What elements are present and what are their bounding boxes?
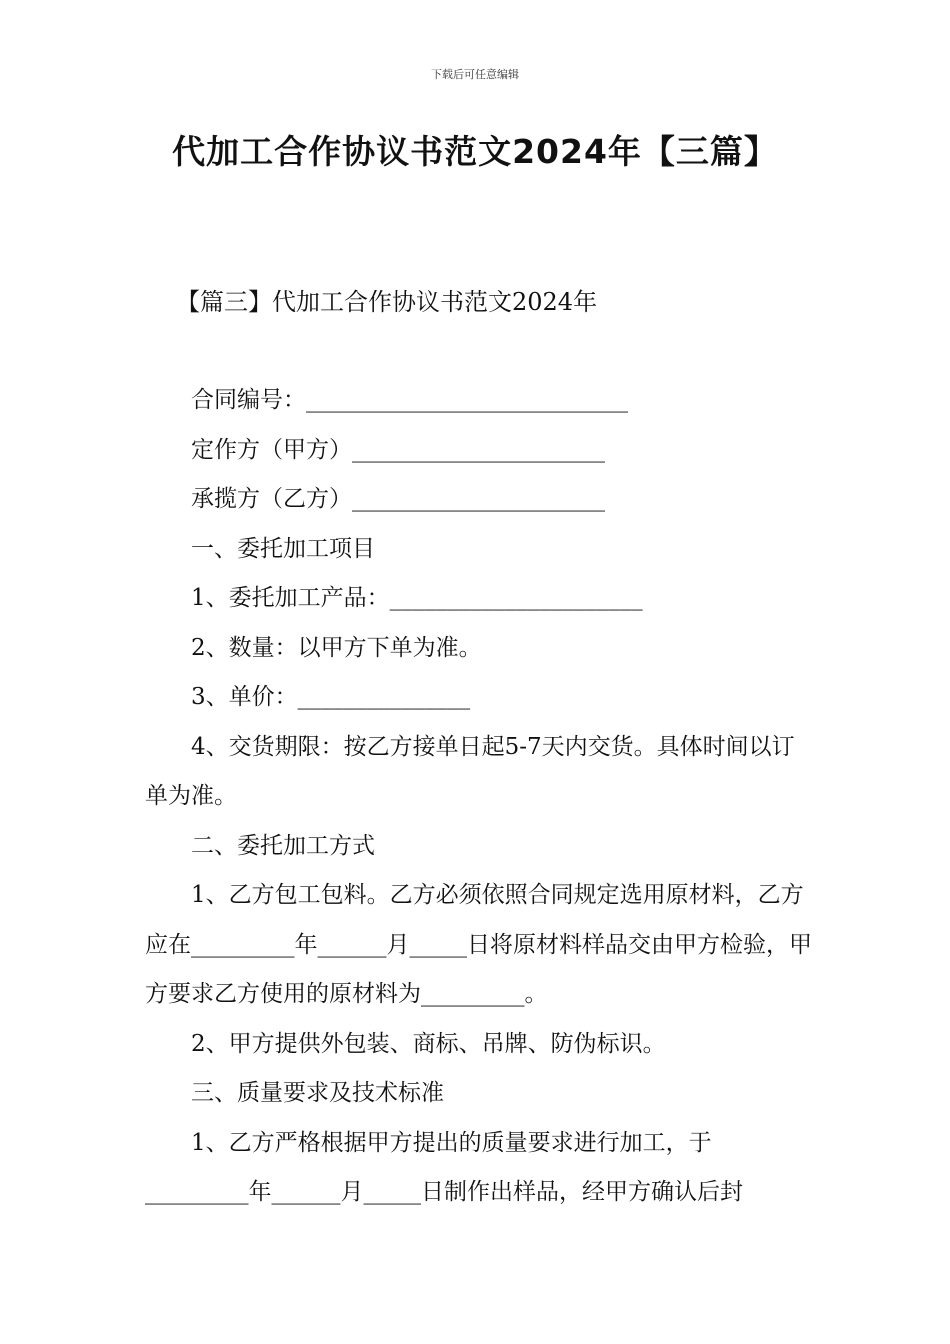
party-a-line: 定作方（甲方）______________________ [191,436,605,463]
contract-number-line: 合同编号：____________________________ [191,387,628,413]
header-note: 下载后可任意编辑 [431,68,519,81]
heading-1: 一、委托加工项目 [191,535,375,562]
clause-3-1: 1、乙方严格根据甲方提出的质量要求进行加工，于_________年______月_____日制作出样品，经甲方确认后封 [145,1129,743,1205]
clause-2-2: 2、甲方提供外包装、商标、吊牌、防伪标识。 [191,1030,666,1057]
clause-1-2: 2、数量：以甲方下单为准。 [191,634,482,661]
clause-2-1: 1、乙方包工包料。乙方必须依照合同规定选用原材料，乙方应在_________年______月_____日将原材料样品交由甲方检验，甲方要求乙方使用的原材料为_________。 [145,882,812,1007]
heading-3: 三、质量要求及技术标准 [191,1080,444,1106]
document-title: 代加工合作协议书范文2024年【三篇】 [172,132,778,171]
clause-1-1: 1、委托加工产品：______________________ [191,585,643,611]
clause-1-3: 3、单价：_______________ [191,684,471,710]
document-body [145,376,815,1218]
party-b-line: 承揽方（乙方）______________________ [191,486,605,512]
heading-2: 二、委托加工方式 [191,832,375,859]
section-title: 【篇三】代加工合作协议书范文2024年 [176,288,598,316]
clause-1-4: 4、交货期限：按乙方接单日起5-7天内交货。具体时间以订单为准。 [145,733,795,809]
